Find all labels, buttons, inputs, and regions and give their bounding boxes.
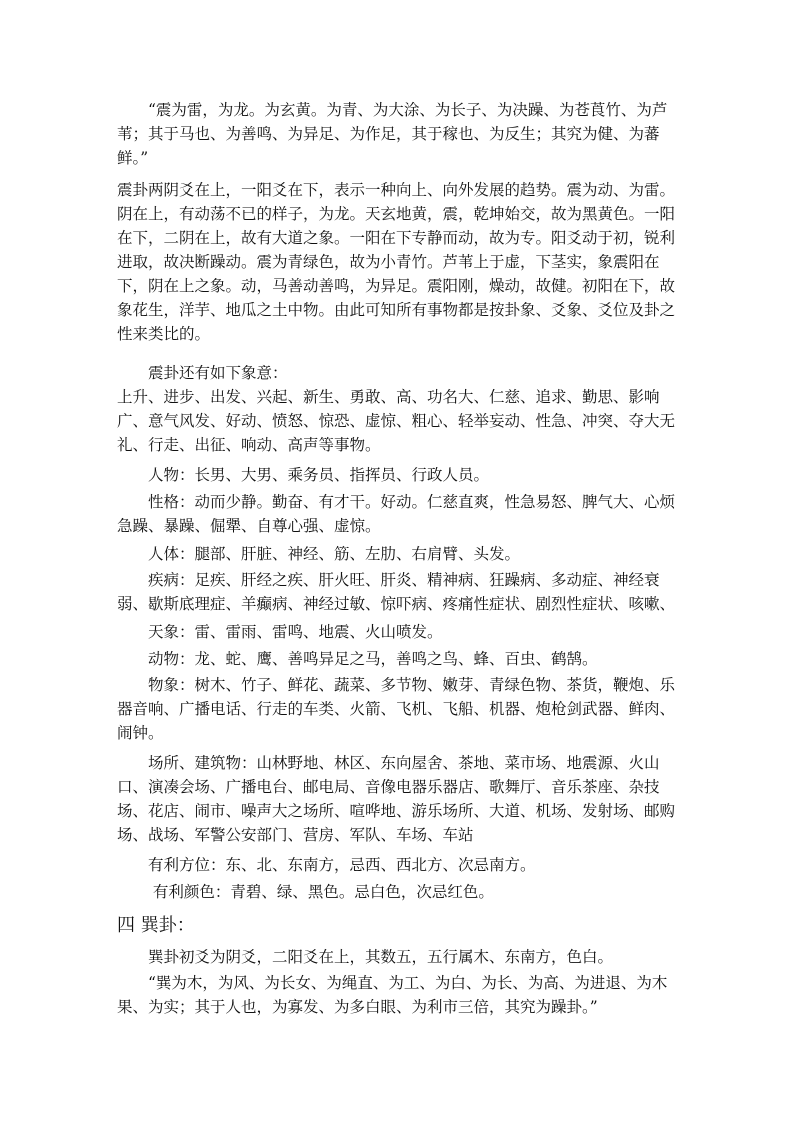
paragraph-disease: 疾病：足疾、肝经之疾、肝火旺、肝炎、精神病、狂躁病、多动症、神经衰弱、歇斯底理症、羊癫病、神经过敏、惊吓病、疼痛性症状、剧烈性症状、咳嗽、 — [117, 571, 676, 613]
paragraph-directions: 有利方位：东、北、东南方，忌西、西北方、次忌南方。 — [117, 856, 536, 874]
paragraph-persons: 人物：长男、大男、乘务员、指挥员、行政人员。 — [117, 466, 490, 484]
paragraph-places: 场所、建筑物：山林野地、林区、东向屋舍、茶地、菜市场、地震源、火山口、演凑会场、广播电台、邮电局、音像电器乐器店、歌舞厅、音乐茶座、杂技场、花店、闹市、噪声大之场所、喧哗地、游乐场所、大道、机场、发射场、邮购场、战场、军警公安部门、营房、军队、车场、车站 — [117, 754, 676, 844]
paragraph-zhen-meanings: 上升、进步、出发、兴起、新生、勇敢、高、功名大、仁慈、追求、勤思、影响广、意气风发、好动、愤怒、惊恐、虚惊、粗心、轻举妄动、性急、冲突、夺大无礼、行走、出征、响动、高声等事物。 — [117, 388, 676, 454]
section-heading-xun: 四 巽卦： — [117, 915, 195, 936]
paragraph-xun-intro: 巽卦初爻为阴爻，二阳爻在上，其数五，五行属木、东南方，色白。 — [117, 948, 614, 966]
paragraph-weather: 天象：雷、雷雨、雷鸣、地震、火山喷发。 — [117, 623, 443, 641]
paragraph-objects: 物象：树木、竹子、鲜花、蔬菜、多节物、嫩芽、青绿色物、茶货，鞭炮、乐器音响、广播电话、行走的车类、火箭、飞机、飞船、机器、炮枪剑武器、鲜肉、闹钟。 — [117, 676, 676, 742]
paragraph-animals: 动物：龙、蛇、鹰、善鸣异足之马，善鸣之鸟、蜂、百虫、鹤鹄。 — [117, 650, 598, 668]
paragraph-character: 性格：动而少静。勤奋、有才干。好动。仁慈直爽，性急易怒、脾气大、心烦急躁、暴躁、倔犟、自尊心强、虚惊。 — [117, 493, 676, 535]
paragraph-zhen-quote: “震为雷，为龙。为玄黄。为青、为大涂、为长子、为决躁、为苍莨竹、为芦苇；其于马也、为善鸣、为异足、为作足，其于稼也、为反生；其究为健、为蕃鲜。” — [117, 101, 668, 167]
paragraph-body: 人体：腿部、肝脏、神经、筋、左肋、右肩臂、头发。 — [117, 545, 521, 563]
paragraph-zhen-intro: 震卦还有如下象意： — [117, 364, 288, 382]
paragraph-colors: 有利颜色：青碧、绿、黑色。忌白色，次忌红色。 — [117, 883, 494, 901]
paragraph-zhen-explanation: 震卦两阴爻在上，一阳爻在下，表示一种向上、向外发展的趋势。震为动、为雷。阴在上，有动荡不已的样子，为龙。天玄地黄，震，乾坤始交，故为黑黄色。一阳在下，二阴在上，故有大道之象。一阳在下专静而动，故为专。阳爻动于初，锐利进取，故决断躁动。震为青绿色，故为小青竹。芦苇上于虚，下茎实，象震阳在下，阴在上之象。动，马善动善鸣，为异足。震阳刚，燥动，故健。初阳在下，故象花生，洋芋、地瓜之土中物。由此可知所有事物都是按卦象、爻象、爻位及卦之性来类比的。 — [117, 181, 676, 343]
paragraph-xun-quote: “巽为木，为风、为长女、为绳直、为工、为白、为长、为高、为进退、为木果、为实；其于人也，为寡发、为多白眼、为利市三倍，其究为躁卦。” — [117, 974, 668, 1016]
